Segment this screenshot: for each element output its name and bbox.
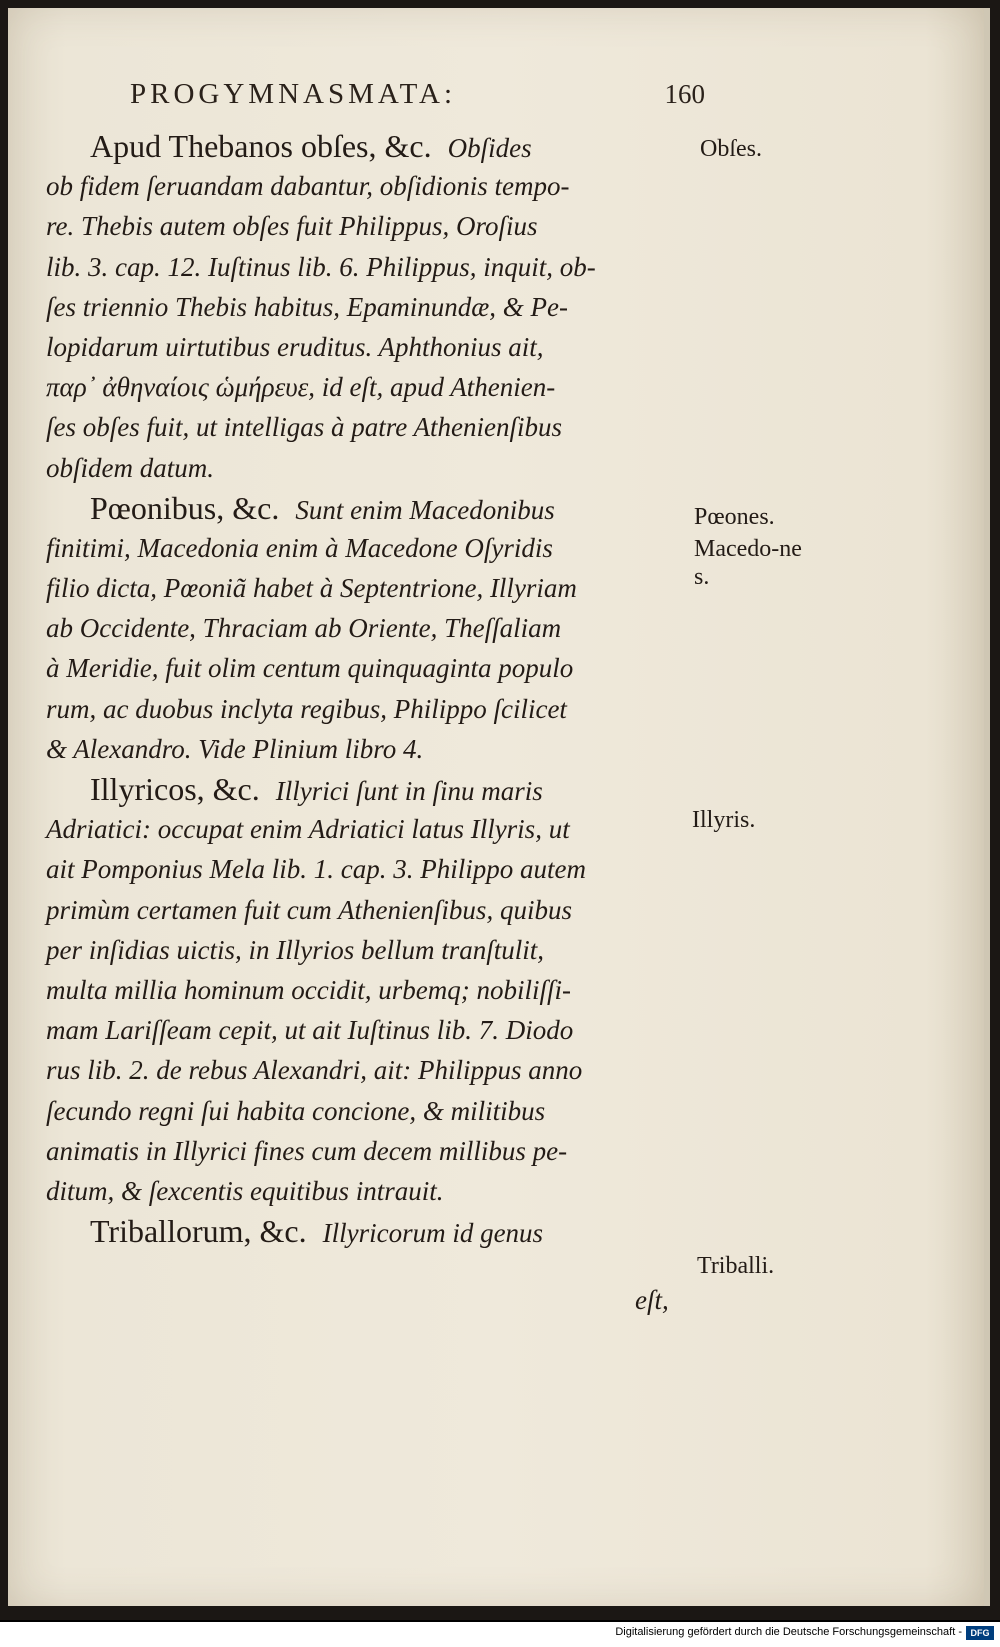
text-line: ſes obſes fuit, ut intelligas à patre Athenienſibus <box>46 412 562 443</box>
dfg-logo: DFG <box>966 1626 994 1640</box>
line-text: Illyricorum id genus <box>322 1218 544 1249</box>
text-line: re. Thebis autem obſes fuit Philippus, Oroſius <box>46 211 538 242</box>
lemma: Pœonibus, &c. <box>90 489 280 526</box>
footer-credit: Digitalisierung gefördert durch die Deutsche Forschungsgemeinschaft - <box>615 1626 962 1638</box>
text-line: lopidarum uirtutibus eruditus. Aphthonius ait, <box>46 331 544 362</box>
text-line: παρ᾽ ἀθηναίοις ὡμήρευε, id eſt, apud Athenien- <box>46 372 556 403</box>
line-text: Obſides <box>447 133 532 163</box>
catchword: eſt, <box>635 1285 669 1315</box>
text-line: finitimi, Macedonia enim à Macedone Oſyridis <box>46 532 553 563</box>
text-line: lib. 3. cap. 12. Iuſtinus lib. 6. Philippus, inquit, ob- <box>46 251 596 282</box>
margin-note-illyris: Illyris. <box>692 807 756 833</box>
text-line: mam Lariſſeam cepit, ut ait Iuſtinus lib. 7. Diodo <box>46 1015 574 1046</box>
text-line: rus lib. 2. de rebus Alexandri, ait: Philippus anno <box>46 1055 583 1086</box>
margin-note-triballi: Triballi. <box>697 1253 775 1279</box>
lemma: Illyricos, &c. <box>90 771 260 807</box>
text-line: Adriatici: occupat enim Adriatici latus Illyris, ut <box>46 814 570 845</box>
lemma: Triballorum, &c. <box>90 1213 307 1250</box>
text-line <box>46 488 696 528</box>
text-line: ſecundo regni ſui habita concione, & militibus <box>46 1095 546 1126</box>
text-line: primùm certamen fuit cum Athenienſibus, quibus <box>46 894 572 925</box>
text-line: filio dicta, Pœoniã habet à Septentrione, Illyriam <box>46 573 577 604</box>
line-text: Sunt enim Macedonibus <box>295 494 555 525</box>
text-line: multa millia hominum occidit, urbemq; nobiliſſi- <box>46 974 571 1005</box>
line-text: Illyrici ſunt in ſinu maris <box>275 776 543 806</box>
margin-note-obses: Obſes. <box>700 136 762 162</box>
text-line <box>46 126 696 166</box>
margin-note-paeones: Pœones. <box>694 504 775 530</box>
footer <box>0 1620 1000 1647</box>
text-line: per inſidias uictis, in Illyrios bellum tranſtulit, <box>46 934 544 965</box>
text-line: ab Occidente, Thraciam ab Oriente, Theſſaliam <box>46 613 562 644</box>
text-line: ditum, & ſexcentis equitibus intrauit. <box>46 1175 444 1206</box>
page-header <box>130 78 710 111</box>
running-title: PROGYMNASMATA: <box>130 78 457 110</box>
text-line: obſidem datum. <box>46 452 214 483</box>
lemma: Apud Thebanos obſes, &c. <box>90 128 432 164</box>
text-line <box>46 769 696 809</box>
text-line <box>46 1211 696 1251</box>
text-line: à Meridie, fuit olim centum quinquaginta populo <box>46 653 574 684</box>
page-number: 160 <box>664 79 705 109</box>
text-line: animatis in Illyrici fines cum decem millibus pe- <box>46 1135 568 1166</box>
text-line: ob fidem ſeruandam dabantur, obſidionis tempo- <box>46 171 570 202</box>
margin-note-macedones: Macedo-nes. <box>694 536 802 590</box>
text-line: & Alexandro. Vide Plinium libro 4. <box>46 733 424 764</box>
text-line: rum, ac duobus inclyta regibus, Philippo ſcilicet <box>46 693 567 724</box>
text-line: ait Pomponius Mela lib. 1. cap. 3. Philippo autem <box>46 854 586 885</box>
text-line: ſes triennio Thebis habitus, Epaminundæ, & Pe- <box>46 291 568 322</box>
commentary-text <box>46 126 696 1251</box>
